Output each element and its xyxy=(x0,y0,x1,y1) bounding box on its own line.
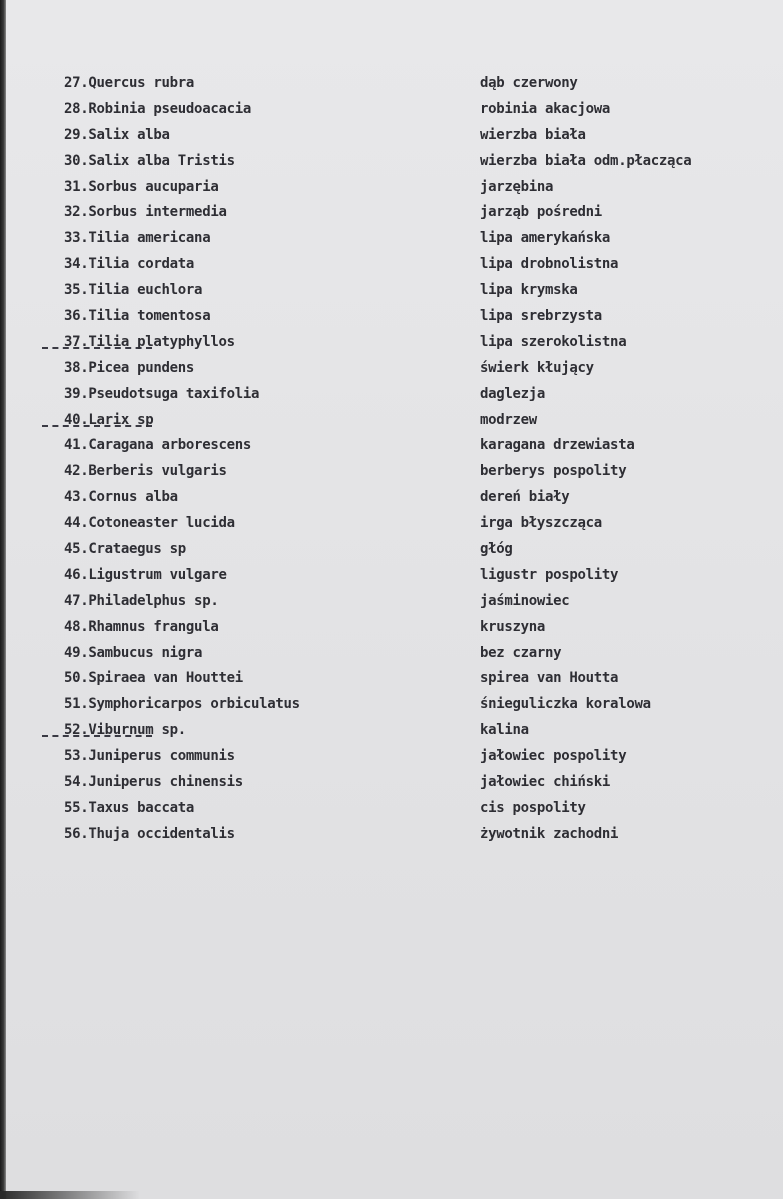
list-item xyxy=(64,97,764,123)
polish-name: lipa srebrzysta xyxy=(480,308,602,325)
latin-name: 44.Cotoneaster lucida xyxy=(64,515,235,532)
polish-name: lipa drobnolistna xyxy=(480,256,619,273)
list-item xyxy=(64,330,764,356)
polish-name: ligustr pospolity xyxy=(480,566,619,583)
list-item xyxy=(64,511,764,537)
list-item xyxy=(64,770,764,796)
list-item xyxy=(64,666,764,692)
polish-name: głóg xyxy=(480,541,513,558)
page-edge-shadow xyxy=(0,0,6,1199)
polish-name: dereń biały xyxy=(480,489,570,506)
polish-name: jarząb pośredni xyxy=(480,204,602,221)
polish-name: lipa krymska xyxy=(480,282,578,299)
latin-name: 29.Salix alba xyxy=(64,126,170,143)
list-item xyxy=(64,459,764,485)
polish-name: wierzba biała xyxy=(480,126,586,143)
list-item xyxy=(64,200,764,226)
latin-name: 28.Robinia pseudoacacia xyxy=(64,100,251,117)
latin-name: 32.Sorbus intermedia xyxy=(64,204,227,221)
latin-name: 43.Cornus alba xyxy=(64,489,178,506)
list-item xyxy=(64,304,764,330)
latin-name: 41.Caragana arborescens xyxy=(64,437,251,454)
latin-name: 39.Pseudotsuga taxifolia xyxy=(64,385,260,402)
list-item xyxy=(64,537,764,563)
latin-name: 27.Quercus rubra xyxy=(64,75,195,91)
list-item xyxy=(64,744,764,770)
latin-name: 45.Crataegus sp xyxy=(64,541,186,558)
latin-name: 55.Taxus baccata xyxy=(64,799,195,816)
latin-name: 46.Ligustrum vulgare xyxy=(64,566,227,583)
list-item xyxy=(64,382,764,408)
list-item xyxy=(64,563,764,589)
latin-name: 56.Thuja occidentalis xyxy=(64,825,235,842)
polish-name: jarzębina xyxy=(480,178,554,195)
polish-name: jałowiec chiński xyxy=(480,774,611,791)
polish-name: dąb czerwony xyxy=(480,75,578,91)
list-item xyxy=(64,615,764,641)
latin-name: 37.Tilia platyphyllos xyxy=(64,333,235,350)
latin-name: 51.Symphoricarpos orbiculatus xyxy=(64,696,300,713)
list-item xyxy=(64,485,764,511)
polish-name: spirea van Houtta xyxy=(480,670,619,687)
polish-name: irga błyszcząca xyxy=(480,515,602,532)
polish-name: robinia akacjowa xyxy=(480,100,611,117)
list-item xyxy=(64,641,764,667)
latin-name: 49.Sambucus nigra xyxy=(64,644,203,661)
polish-name: jałowiec pospolity xyxy=(480,748,627,765)
latin-name: 47.Philadelphus sp. xyxy=(64,592,219,609)
polish-name: karagana drzewiasta xyxy=(480,437,635,454)
polish-name: świerk kłujący xyxy=(480,359,594,376)
list-item xyxy=(64,252,764,278)
polish-name: berberys pospolity xyxy=(480,463,627,480)
species-list xyxy=(64,71,764,848)
polish-name: kalina xyxy=(480,722,529,739)
latin-name: 50.Spiraea van Houttei xyxy=(64,670,243,687)
list-item xyxy=(64,796,764,822)
page-bottom-shadow xyxy=(0,1191,140,1199)
polish-name: modrzew xyxy=(480,411,537,428)
polish-name: lipa szerokolistna xyxy=(480,333,627,350)
list-item xyxy=(64,226,764,252)
polish-name: daglezja xyxy=(480,385,546,402)
latin-name: 35.Tilia euchlora xyxy=(64,282,203,299)
list-item xyxy=(64,718,764,744)
polish-name: kruszyna xyxy=(480,618,546,635)
list-item xyxy=(64,123,764,149)
list-item xyxy=(64,71,764,97)
latin-name: 36.Tilia tomentosa xyxy=(64,308,211,325)
latin-name: 31.Sorbus aucuparia xyxy=(64,178,219,195)
polish-name: żywotnik zachodni xyxy=(480,825,619,842)
latin-name: 52.Viburnum sp. xyxy=(64,722,186,739)
polish-name: lipa amerykańska xyxy=(480,230,611,247)
latin-name: 40.Larix sp xyxy=(64,411,154,428)
latin-name: 38.Picea pundens xyxy=(64,359,195,376)
list-item xyxy=(64,589,764,615)
latin-name: 33.Tilia americana xyxy=(64,230,211,247)
list-item xyxy=(64,692,764,718)
list-item xyxy=(64,408,764,434)
list-item xyxy=(64,278,764,304)
list-item xyxy=(64,433,764,459)
list-item xyxy=(64,175,764,201)
latin-name: 30.Salix alba Tristis xyxy=(64,152,235,169)
polish-name: wierzba biała odm.płacząca xyxy=(480,152,692,169)
latin-name: 48.Rhamnus frangula xyxy=(64,618,219,635)
latin-name: 42.Berberis vulgaris xyxy=(64,463,227,480)
polish-name: cis pospolity xyxy=(480,799,586,816)
list-item xyxy=(64,822,764,848)
latin-name: 54.Juniperus chinensis xyxy=(64,774,243,791)
list-item xyxy=(64,149,764,175)
latin-name: 53.Juniperus communis xyxy=(64,748,235,765)
list-item xyxy=(64,356,764,382)
polish-name: bez czarny xyxy=(480,644,562,661)
polish-name: śnieguliczka koralowa xyxy=(480,696,651,713)
latin-name: 34.Tilia cordata xyxy=(64,256,195,273)
polish-name: jaśminowiec xyxy=(480,592,570,609)
